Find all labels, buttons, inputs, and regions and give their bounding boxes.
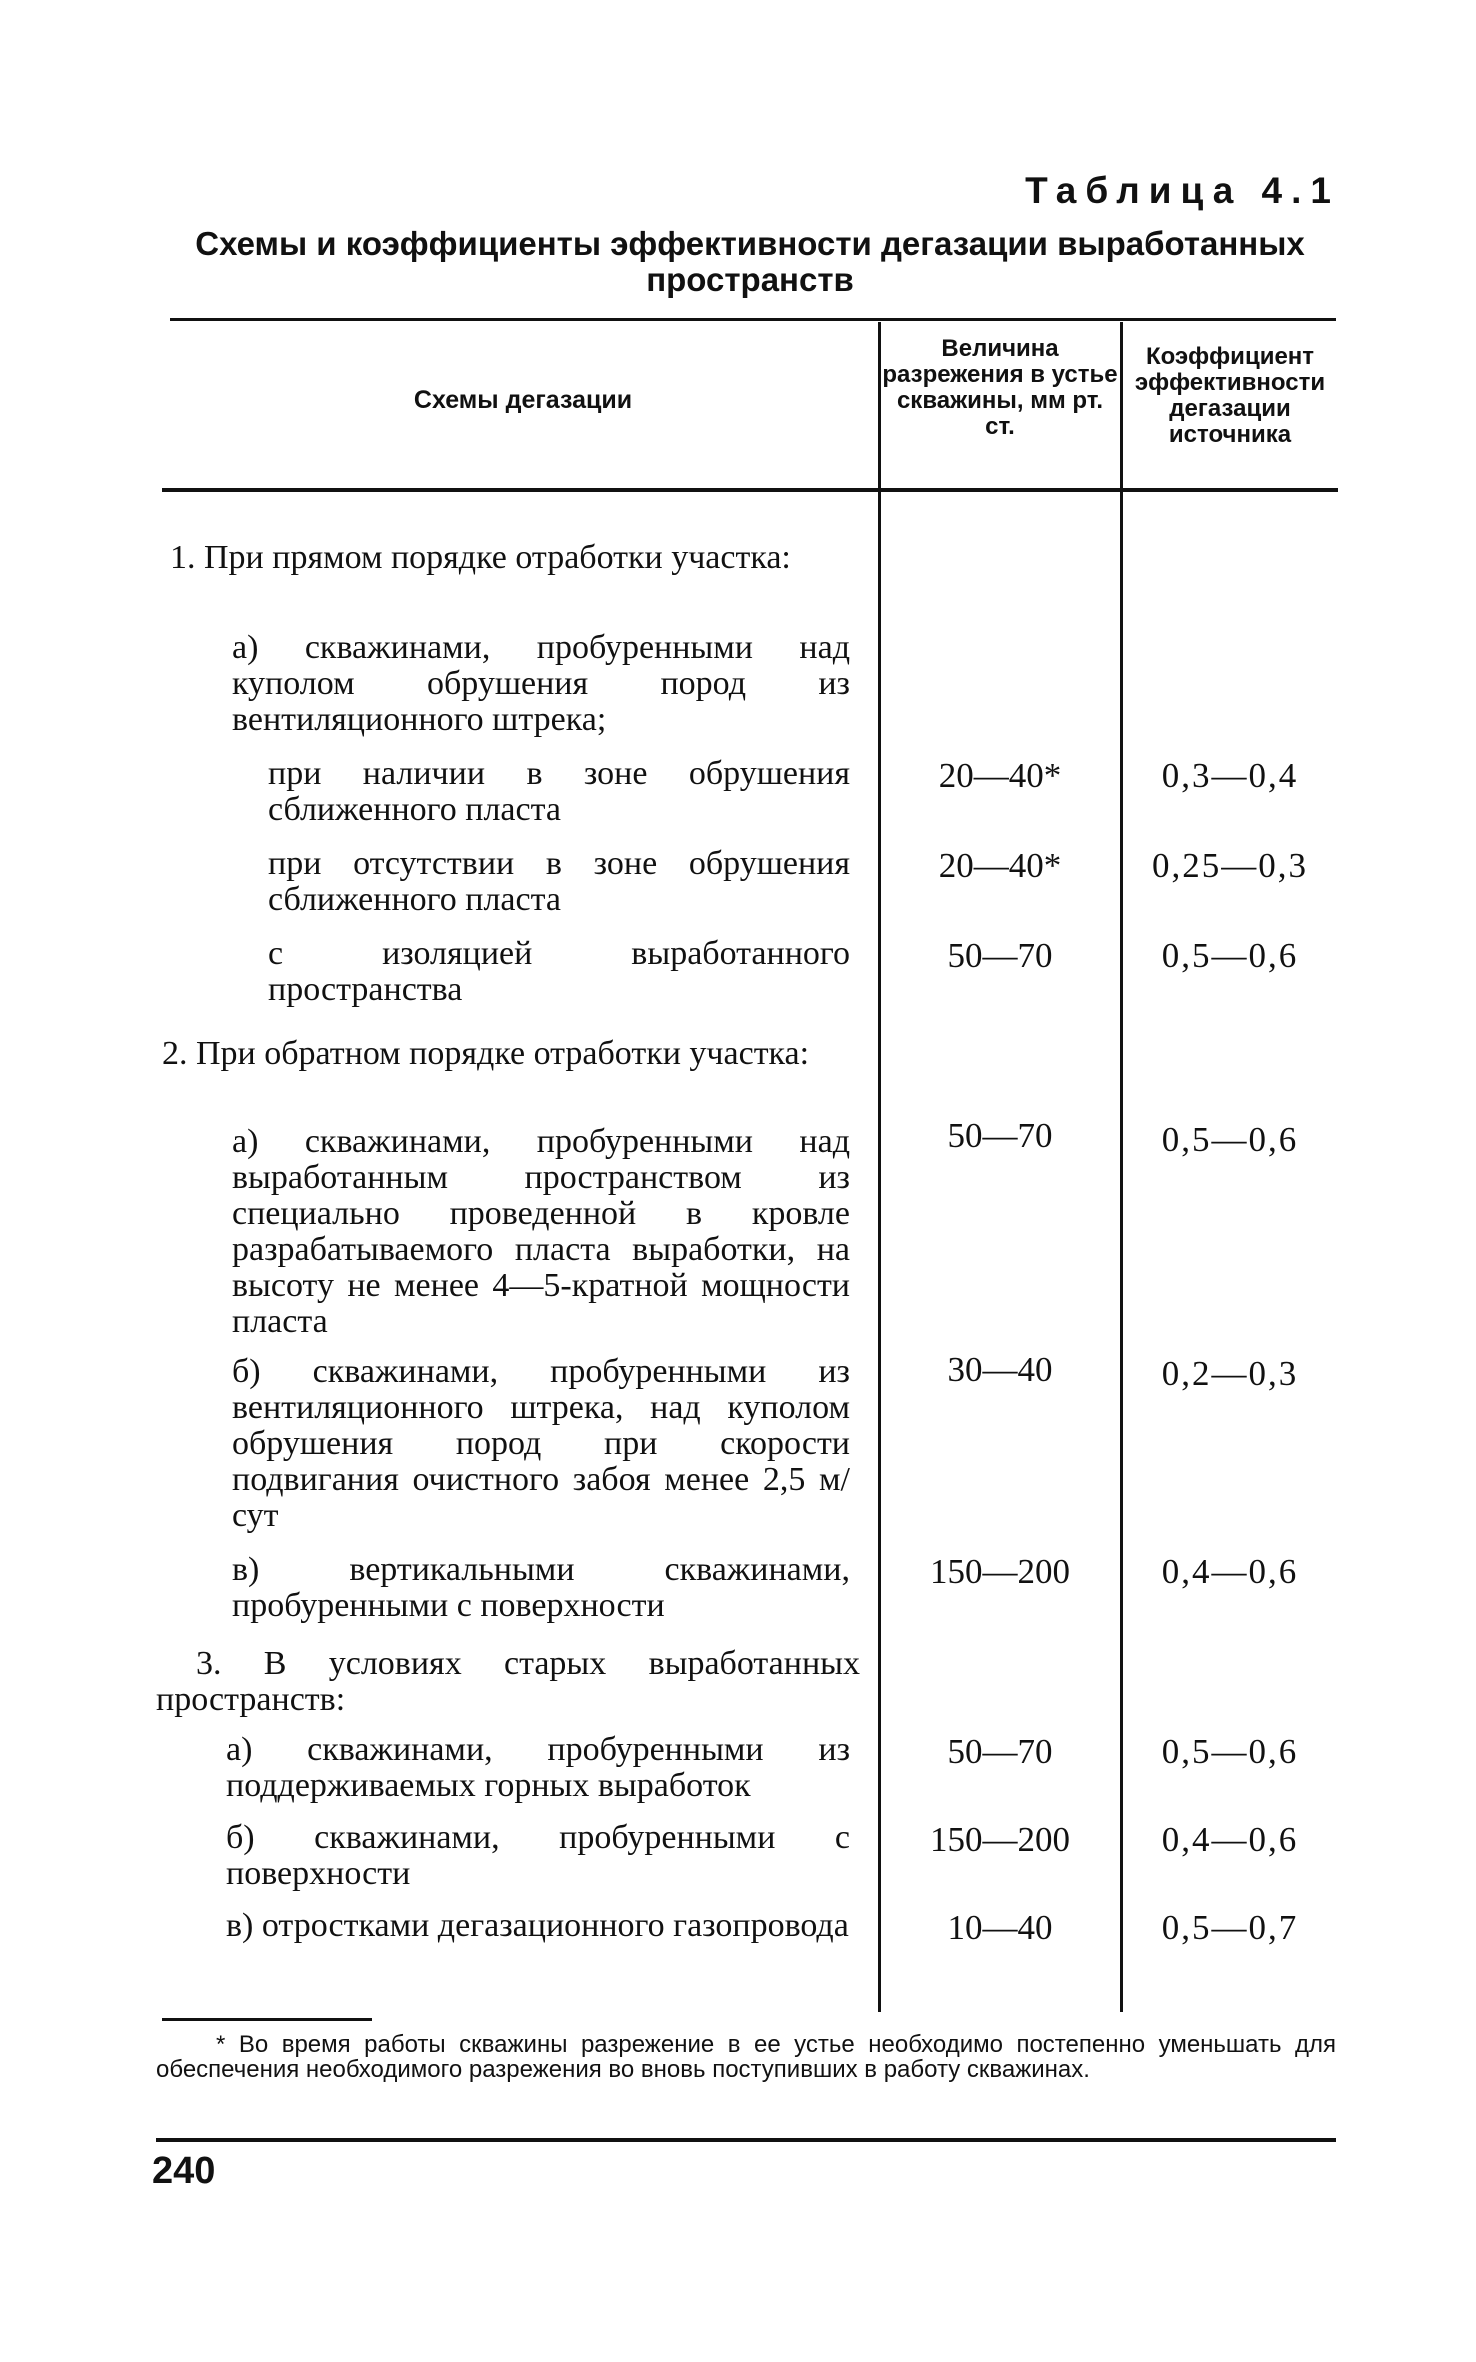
table-cell-vacuum: 20—40* [938, 846, 1062, 885]
table-row-scheme: 1. При прямом порядке отработки участка: [170, 539, 791, 576]
table-row-scheme: а) скважинами, пробуренными из поддерживаемых горных выработок [226, 1731, 850, 1804]
table-cell-coefficient: 0,5—0,6 [1161, 936, 1299, 975]
table-row-scheme: а) скважинами, пробуренными над куполом обрушения пород из вентиляционного штрека; [232, 629, 850, 738]
table-row-scheme: а) скважинами, пробуренными над выработанным пространством из специально проведенной в кровле разрабатываемого пласта выработки, на высоту не менее 4—5-кратной мощности пласта [232, 1123, 850, 1340]
table-cell-vacuum: 50—70 [947, 1116, 1053, 1155]
table-cell-coefficient: 0,5—0,6 [1161, 1120, 1299, 1159]
table-cell-coefficient: 0,25—0,3 [1152, 846, 1308, 885]
table-row-scheme: 3. В условиях старых выработанных пространств: [156, 1645, 860, 1718]
table-cell-vacuum: 150—200 [930, 1552, 1070, 1591]
header-scheme: Схемы дегазации [413, 386, 633, 414]
table-label: Таблица 4.1 [1025, 170, 1340, 211]
table-cell-coefficient: 0,3—0,4 [1161, 756, 1299, 795]
table-cell-coefficient: 0,2—0,3 [1161, 1354, 1299, 1393]
table-row-scheme: с изоляцией выработанного пространства [268, 935, 850, 1008]
table-row-scheme: в) отростками дегазационного газопровода [226, 1907, 849, 1944]
footnote-separator [162, 2018, 372, 2021]
header-coefficient: Коэффициент эффективности дегазации источника [1134, 343, 1326, 448]
table-cell-coefficient: 0,5—0,6 [1161, 1732, 1299, 1771]
table-cell-coefficient: 0,5—0,7 [1161, 1908, 1299, 1947]
table-row-scheme: б) скважинами, пробуренными с поверхности [226, 1819, 850, 1892]
table-cell-vacuum: 150—200 [930, 1820, 1070, 1859]
table-cell-vacuum: 30—40 [947, 1350, 1053, 1389]
table-cell-vacuum: 10—40 [947, 1908, 1053, 1947]
table-cell-coefficient: 0,4—0,6 [1161, 1820, 1299, 1859]
table-row-scheme: б) скважинами, пробуренными из вентиляционного штрека, над куполом обрушения пород при скорости подвигания очистного забоя менее 2,5 м/сут [232, 1353, 850, 1534]
table-row-scheme: при наличии в зоне обрушения сближенного пласта [268, 755, 850, 828]
table-row-scheme: в) вертикальными скважинами, пробуренными с поверхности [232, 1551, 850, 1624]
table-cell-vacuum: 50—70 [947, 1732, 1053, 1771]
table-row-scheme: 2. При обратном порядке отработки участка: [162, 1035, 810, 1072]
table-row-scheme: при отсутствии в зоне обрушения сближенного пласта [268, 845, 850, 918]
header-vacuum: Величина разрежения в устье скважины, мм рт. ст. [882, 335, 1118, 440]
page-bottom-rule [156, 2138, 1336, 2142]
table-cell-vacuum: 50—70 [947, 936, 1053, 975]
table-cell-coefficient: 0,4—0,6 [1161, 1552, 1299, 1591]
page-number: 240 [152, 2150, 216, 2192]
table-cell-vacuum: 20—40* [938, 756, 1062, 795]
footnote: * Во время работы скважины разрежение в ее устье необходимо постепенно уменьшать для обеспечения необходимого разрежения во вновь поступивших в работу скважинах. [156, 2031, 1336, 2083]
table-caption: Схемы и коэффициенты эффективности дегазации выработанных пространств [195, 225, 1305, 298]
